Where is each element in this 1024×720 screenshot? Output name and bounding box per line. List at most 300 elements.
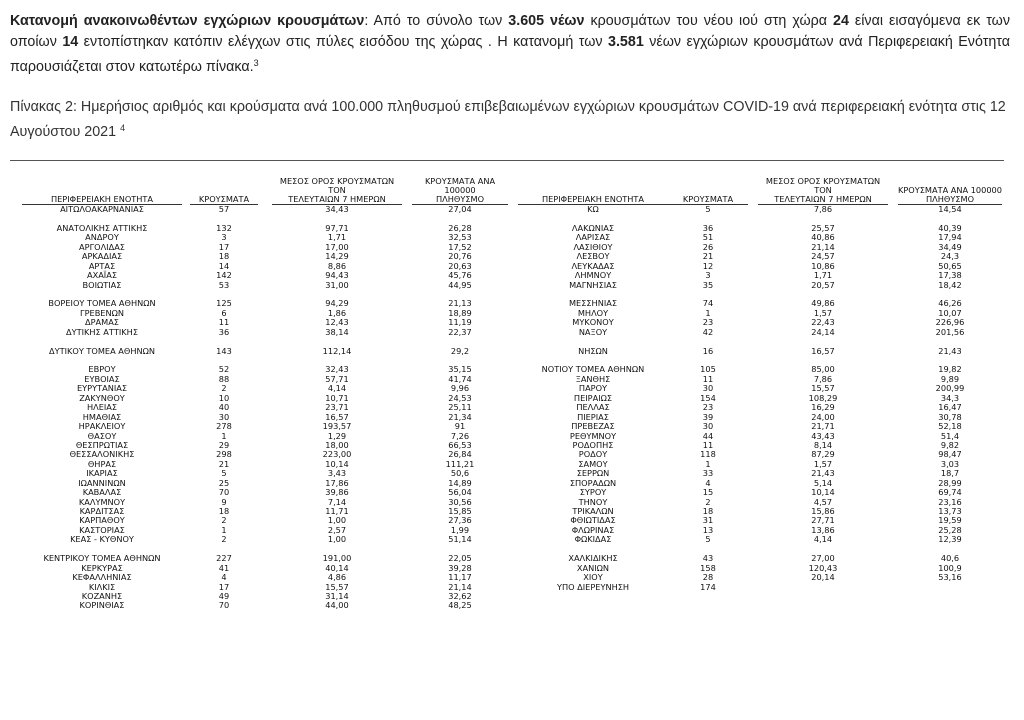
cell-region: ΛΑΡΙΣΑΣ	[575, 232, 611, 243]
cell-cases: 14	[218, 260, 230, 271]
cell-avg7: 2,57	[327, 524, 347, 535]
cell-cases: 88	[218, 373, 230, 384]
cell-cases: 227	[216, 553, 232, 564]
cell-per100k: 35,15	[448, 364, 472, 375]
cell-region: ΧΑΝΙΩΝ	[576, 562, 610, 573]
cell-cases: 36	[218, 326, 230, 337]
cell-avg7: 1,00	[327, 515, 347, 526]
cell-cases: 53	[218, 279, 230, 290]
cell-per100k: 11,19	[448, 317, 472, 328]
cell-cases: 2	[221, 515, 227, 526]
cell-per100k: 21,34	[448, 411, 472, 422]
cell-avg7: 10,14	[325, 458, 349, 469]
cell-per100k: 9,96	[450, 383, 470, 394]
cell-region: ΚΑΡΔΙΤΣΑΣ	[79, 506, 125, 516]
cell-per100k: 17,38	[938, 270, 962, 281]
table-row	[518, 535, 1004, 544]
cell-cases: 17	[218, 241, 230, 252]
left-table	[22, 176, 510, 611]
cell-avg7: 31,00	[325, 279, 349, 290]
cell-avg7: 21,71	[811, 421, 835, 432]
cell-cases: 31	[702, 515, 714, 526]
intro-text-5: νέων εγχώριων κρουσμάτων ανά Περιφερειακή Ενότητα παρουσιάζεται στον κατωτέρω πίνακα.	[10, 34, 1010, 75]
col-header-avg	[272, 177, 402, 205]
cell-avg7: 43,43	[811, 430, 835, 441]
cell-avg7: 4,57	[813, 496, 833, 507]
cell-avg7: 12,43	[325, 317, 349, 328]
col-header-avg	[758, 177, 888, 205]
table-row	[22, 281, 510, 290]
cell-per100k: 9,82	[940, 439, 960, 450]
cell-cases: 1	[221, 524, 227, 535]
cell-per100k: 111,21	[445, 458, 475, 469]
cell-avg7: 24,14	[811, 326, 835, 337]
cell-avg7: 16,29	[811, 402, 835, 413]
cell-region: ΠΡΕΒΕΖΑΣ	[571, 421, 615, 432]
cell-cases: 52	[218, 364, 230, 375]
cell-cases: 154	[700, 392, 716, 403]
cell-avg7: 49,86	[811, 298, 835, 309]
cell-region: ΝΑΞΟΥ	[578, 326, 608, 337]
cell-region: ΕΒΡΟΥ	[88, 364, 116, 375]
cell-cases: 23	[702, 317, 714, 328]
cell-avg7: 193,57	[322, 421, 352, 432]
cell-per100k: 32,53	[448, 232, 472, 243]
cell-cases: 49	[218, 590, 230, 601]
cell-per100k: 3,03	[940, 458, 960, 469]
cell-cases: 21	[218, 458, 230, 469]
cell-per100k: 50,6	[450, 468, 470, 479]
cell-avg7: 1,71	[327, 232, 347, 243]
cell-per100k: 20,76	[448, 251, 472, 262]
cell-cases: 13	[702, 524, 714, 535]
cell-avg7: 11,71	[325, 506, 349, 516]
table-row	[518, 205, 1004, 214]
cell-cases: 43	[702, 553, 714, 564]
cell-avg7: 4,86	[327, 572, 347, 583]
cell-region: ΝΗΣΩΝ	[578, 345, 608, 356]
cell-region: ΔΡΑΜΑΣ	[85, 317, 119, 328]
cell-region: ΣΕΡΡΩΝ	[576, 468, 610, 479]
col-header-cases: ΚΡΟΥΣΜΑΤΑ	[190, 195, 258, 205]
cell-avg7: 23,71	[325, 402, 349, 413]
cell-cases: 5	[221, 468, 227, 479]
cell-region: ΘΕΣΠΡΩΤΙΑΣ	[75, 439, 129, 450]
cell-cases: 23	[702, 402, 714, 413]
cell-cases: 298	[216, 449, 232, 460]
cell-region: ΚΑΒΑΛΑΣ	[82, 487, 122, 498]
intro-bold-3: 14	[62, 34, 79, 50]
cell-region: ΑΝΔΡΟΥ	[85, 232, 119, 243]
col-header-avg-line1: ΜΕΣΟΣ ΟΡΟΣ ΚΡΟΥΣΜΑΤΩΝ ΤΟΝ	[279, 176, 395, 195]
cell-per100k: 7,26	[450, 430, 470, 441]
col-header-avg-line1: ΜΕΣΟΣ ΟΡΟΣ ΚΡΟΥΣΜΑΤΩΝ ΤΟΝ	[765, 176, 881, 195]
cell-avg7: 40,14	[325, 562, 349, 573]
cell-per100k: 45,76	[448, 270, 472, 281]
cell-avg7: 1,29	[327, 430, 347, 441]
cell-region: ΚΕΡΚΥΡΑΣ	[81, 562, 123, 573]
cell-cases: 1	[705, 307, 711, 318]
cell-cases: 143	[216, 345, 232, 356]
cell-cases: 29	[218, 439, 230, 450]
cell-avg7: 15,86	[811, 506, 835, 516]
cell-region: ΒΟΡΕΙΟΥ ΤΟΜΕΑ ΑΘΗΝΩΝ	[48, 298, 156, 309]
cell-cases: 105	[700, 364, 716, 375]
cell-per100k: 53,16	[938, 572, 962, 583]
cell-region: ΑΧΑΪΑΣ	[87, 270, 117, 281]
cell-per100k: 16,47	[938, 402, 962, 413]
cell-per100k: 17,52	[448, 241, 472, 252]
cell-cases: 4	[221, 572, 227, 583]
cell-avg7: 223,00	[322, 449, 352, 460]
col-header-avg-line2: ΤΕΛΕΥΤΑΙΩΝ 7 ΗΜΕΡΩΝ	[774, 194, 872, 204]
cell-region: ΕΥΡΥΤΑΝΙΑΣ	[76, 383, 128, 394]
intro-lead: Κατανομή ανακοινωθέντων εγχώριων κρουσμάτων	[10, 13, 365, 29]
cell-region: ΠΕΛΛΑΣ	[576, 402, 610, 413]
cell-avg7: 17,86	[325, 477, 349, 488]
cell-per100k: 56,04	[448, 487, 472, 498]
cell-cases: 36	[702, 222, 714, 233]
intro-paragraph	[10, 11, 1010, 78]
cell-cases: 18	[218, 506, 230, 516]
section-divider	[10, 160, 1004, 161]
cell-per100k: 69,74	[938, 487, 962, 498]
cell-per100k: 25,28	[938, 524, 962, 535]
cell-cases: 57	[218, 204, 230, 214]
cell-avg7: 57,71	[325, 373, 349, 384]
cell-cases: 26	[702, 241, 714, 252]
cell-cases: 70	[218, 600, 230, 611]
cell-per100k: 11,17	[448, 572, 472, 583]
cell-avg7: 7,86	[813, 373, 833, 384]
cell-per100k: 24,53	[448, 392, 472, 403]
cell-region: ΛΑΣΙΘΙΟΥ	[573, 241, 613, 252]
cell-region: ΘΕΣΣΑΛΟΝΙΚΗΣ	[69, 449, 135, 460]
cell-cases: 2	[221, 383, 227, 394]
cell-cases: 1	[705, 458, 711, 469]
cell-region: ΚΟΖΑΝΗΣ	[81, 590, 123, 601]
cell-avg7: 20,57	[811, 279, 835, 290]
intro-footnote: 3	[253, 58, 259, 68]
cell-per100k: 15,85	[448, 506, 472, 516]
cell-avg7: 21,43	[811, 468, 835, 479]
cell-avg7: 1,57	[813, 307, 833, 318]
cell-region: ΗΜΑΘΙΑΣ	[82, 411, 122, 422]
cell-cases: 4	[705, 477, 711, 488]
left-table-body	[22, 205, 510, 611]
cell-cases: 10	[218, 392, 230, 403]
cell-per100k: 91	[454, 421, 466, 432]
cell-avg7: 39,86	[325, 487, 349, 498]
cell-region: ΣΑΜΟΥ	[578, 458, 608, 469]
cell-per100k: 201,56	[935, 326, 965, 337]
col-header-per100k-line1: ΚΡΟΥΣΜΑΤΑ ΑΝΑ 100000	[898, 185, 1002, 195]
cell-avg7: 4,14	[327, 383, 347, 394]
cell-region: ΚΑΡΠΑΘΟΥ	[79, 515, 125, 526]
cell-avg7: 108,29	[808, 392, 838, 403]
cell-per100k: 26,28	[448, 222, 472, 233]
col-header-per100k-line1: ΚΡΟΥΣΜΑΤΑ ΑΝΑ 100000	[424, 176, 496, 195]
cell-per100k: 1,99	[450, 524, 470, 535]
cell-per100k: 12,39	[938, 534, 962, 545]
cell-region: ΚΑΛΥΜΝΟΥ	[78, 496, 126, 507]
cell-cases: 33	[702, 468, 714, 479]
table-row	[22, 601, 510, 610]
cell-cases: 3	[221, 232, 227, 243]
cell-per100k: 27,36	[448, 515, 472, 526]
table-row	[22, 205, 510, 214]
cell-region: ΚΕΦΑΛΛΗΝΙΑΣ	[72, 572, 132, 583]
cell-region: ΛΕΣΒΟΥ	[576, 251, 610, 262]
cell-avg7: 1,00	[327, 534, 347, 545]
cell-avg7: 87,29	[811, 449, 835, 460]
cell-cases: 6	[221, 307, 227, 318]
table-row	[518, 328, 1004, 337]
cell-region: ΜΑΓΝΗΣΙΑΣ	[569, 279, 617, 290]
cell-per100k: 34,49	[938, 241, 962, 252]
col-header-avg-line2: ΤΕΛΕΥΤΑΙΩΝ 7 ΗΜΕΡΩΝ	[288, 194, 386, 204]
cell-avg7: 191,00	[322, 553, 352, 564]
cell-per100k: 20,63	[448, 260, 472, 271]
cell-cases: 3	[705, 270, 711, 281]
cell-per100k: 40,6	[940, 553, 960, 564]
table-row	[22, 535, 510, 544]
cell-per100k: 51,4	[940, 430, 960, 441]
cell-region: ΔΥΤΙΚΗΣ ΑΤΤΙΚΗΣ	[65, 326, 139, 337]
cell-avg7: 1,57	[813, 458, 833, 469]
cell-cases: 51	[702, 232, 714, 243]
cell-region: ΝΟΤΙΟΥ ΤΟΜΕΑ ΑΘΗΝΩΝ	[541, 364, 645, 375]
left-table-header	[22, 176, 510, 205]
cell-avg7: 10,86	[811, 260, 835, 271]
cell-per100k: 14,54	[938, 204, 962, 214]
cell-region: ΤΗΝΟΥ	[578, 496, 608, 507]
cell-cases: 25	[218, 477, 230, 488]
cell-per100k: 21,43	[938, 345, 962, 356]
col-header-cases: ΚΡΟΥΣΜΑΤΑ	[668, 195, 748, 205]
cell-cases: 35	[702, 279, 714, 290]
cell-avg7: 27,00	[811, 553, 835, 564]
cell-cases: 30	[218, 411, 230, 422]
cell-cases: 11	[702, 373, 714, 384]
cell-region: ΚΕΝΤΡΙΚΟΥ ΤΟΜΕΑ ΑΘΗΝΩΝ	[43, 553, 161, 564]
cell-region: ΡΟΔΟΥ	[578, 449, 608, 460]
cell-avg7: 13,86	[811, 524, 835, 535]
cell-avg7: 20,14	[811, 572, 835, 583]
cell-cases: 12	[702, 260, 714, 271]
cell-region: ΔΥΤΙΚΟΥ ΤΟΜΕΑ ΑΘΗΝΩΝ	[48, 345, 156, 356]
cell-cases: 21	[702, 251, 714, 262]
cell-region: ΕΥΒΟΙΑΣ	[84, 373, 120, 384]
cell-region: ΙΩΑΝΝΙΝΩΝ	[78, 477, 126, 488]
cell-per100k: 32,62	[448, 590, 472, 601]
cell-region: ΚΙΛΚΙΣ	[88, 581, 116, 592]
cell-region: ΚΩ	[587, 204, 599, 214]
cell-cases: 44	[702, 430, 714, 441]
cell-cases: 125	[216, 298, 232, 309]
cell-per100k: 46,26	[938, 298, 962, 309]
cell-cases: 2	[221, 534, 227, 545]
cell-per100k: 9,89	[940, 373, 960, 384]
cell-cases: 16	[702, 345, 714, 356]
cell-region: ΜΕΣΣΗΝΙΑΣ	[568, 298, 618, 309]
cell-per100k: 34,3	[940, 392, 960, 403]
cell-region: ΑΡΚΑΔΙΑΣ	[81, 251, 123, 262]
cell-region: ΞΑΝΘΗΣ	[575, 373, 611, 384]
cell-region: ΖΑΚΥΝΘΟΥ	[79, 392, 125, 403]
cell-region: ΠΑΡΟΥ	[578, 383, 608, 394]
cell-region: ΚΟΡΙΝΘΙΑΣ	[79, 600, 125, 611]
cell-region: ΣΥΡΟΥ	[579, 487, 607, 498]
cell-avg7: 38,14	[325, 326, 349, 337]
cell-cases: 142	[216, 270, 232, 281]
intro-bold-4: 3.581	[608, 34, 644, 50]
cell-region: ΠΕΙΡΑΙΩΣ	[573, 392, 613, 403]
cell-cases: 2	[705, 496, 711, 507]
cell-per100k: 22,37	[448, 326, 472, 337]
cell-per100k: 40,39	[938, 222, 962, 233]
cell-cases: 5	[705, 534, 711, 545]
cell-avg7: 7,14	[327, 496, 347, 507]
cell-avg7: 15,57	[325, 581, 349, 592]
cell-region: ΧΙΟΥ	[583, 572, 603, 583]
col-header-per100k	[898, 186, 1002, 205]
cell-region: ΑΡΤΑΣ	[88, 260, 116, 271]
cell-per100k: 21,14	[448, 581, 472, 592]
cell-avg7: 97,71	[325, 222, 349, 233]
cell-region: ΘΑΣΟΥ	[87, 430, 117, 441]
cell-avg7: 1,71	[813, 270, 833, 281]
cell-region: ΗΡΑΚΛΕΙΟΥ	[78, 421, 126, 432]
intro-text-3: είναι εισαγόμενα εκ των οποίων	[10, 13, 1010, 50]
cell-region: ΚΑΣΤΟΡΙΑΣ	[79, 524, 125, 535]
cell-avg7: 94,43	[325, 270, 349, 281]
cell-region: ΑΝΑΤΟΛΙΚΗΣ ΑΤΤΙΚΗΣ	[56, 222, 148, 233]
caption-footnote: 4	[120, 123, 126, 133]
cell-avg7: 32,43	[325, 364, 349, 375]
cell-region: ΗΛΕΙΑΣ	[86, 402, 118, 413]
cell-per100k: 13,73	[938, 506, 962, 516]
cell-region: ΠΙΕΡΙΑΣ	[577, 411, 609, 422]
cell-avg7: 44,00	[325, 600, 349, 611]
cell-per100k: 30,56	[448, 496, 472, 507]
cell-cases: 18	[218, 251, 230, 262]
intro-bold-1: 3.605 νέων	[508, 13, 585, 29]
cell-cases: 17	[218, 581, 230, 592]
cell-avg7: 16,57	[325, 411, 349, 422]
cell-per100k: 14,89	[448, 477, 472, 488]
table-row	[518, 347, 1004, 356]
cell-cases: 11	[702, 439, 714, 450]
cell-per100k: 19,59	[938, 515, 962, 526]
cell-avg7: 27,71	[811, 515, 835, 526]
cell-per100k: 21,13	[448, 298, 472, 309]
cell-region: ΦΩΚΙΔΑΣ	[574, 534, 612, 545]
cell-cases: 42	[702, 326, 714, 337]
cell-avg7: 120,43	[808, 562, 838, 573]
cell-per100k: 48,25	[448, 600, 472, 611]
cell-avg7: 16,57	[811, 345, 835, 356]
cell-cases: 1	[221, 430, 227, 441]
cell-cases: 41	[218, 562, 230, 573]
cell-avg7: 4,14	[813, 534, 833, 545]
cell-region: ΦΛΩΡΙΝΑΣ	[571, 524, 615, 535]
cell-cases: 132	[216, 222, 232, 233]
cell-per100k: 17,94	[938, 232, 962, 243]
cell-avg7: 34,43	[325, 204, 349, 214]
cell-cases: 118	[700, 449, 716, 460]
cell-avg7: 21,14	[811, 241, 835, 252]
cell-avg7: 10,14	[811, 487, 835, 498]
intro-bold-2: 24	[833, 13, 849, 29]
cell-region: ΛΗΜΝΟΥ	[574, 270, 612, 281]
cell-per100k: 22,05	[448, 553, 472, 564]
cell-avg7: 31,14	[325, 590, 349, 601]
col-header-region: ΠΕΡΙΦΕΡΕΙΑΚΗ ΕΝΟΤΗΤΑ	[22, 195, 182, 205]
cell-per100k: 18,89	[448, 307, 472, 318]
cell-region: ΘΗΡΑΣ	[87, 458, 117, 469]
cell-avg7: 1,86	[327, 307, 347, 318]
cell-region: ΦΘΙΩΤΙΔΑΣ	[570, 515, 616, 526]
cell-per100k: 41,74	[448, 373, 472, 384]
cell-per100k: 98,47	[938, 449, 962, 460]
cell-cases: 5	[705, 204, 711, 214]
cell-per100k: 27,04	[448, 204, 472, 214]
cell-per100k: 23,16	[938, 496, 962, 507]
cell-avg7: 15,57	[811, 383, 835, 394]
cell-avg7: 24,00	[811, 411, 835, 422]
cell-region: ΑΙΤΩΛΟΑΚΑΡΝΑΝΙΑΣ	[60, 204, 144, 214]
cell-cases: 11	[218, 317, 230, 328]
cell-avg7: 8,86	[327, 260, 347, 271]
cell-cases: 18	[702, 506, 714, 516]
cell-per100k: 10,07	[938, 307, 962, 318]
cell-avg7: 40,86	[811, 232, 835, 243]
col-header-region: ΠΕΡΙΦΕΡΕΙΑΚΗ ΕΝΟΤΗΤΑ	[518, 195, 668, 205]
cell-region: ΧΑΛΚΙΔΙΚΗΣ	[568, 553, 618, 564]
cell-avg7: 10,71	[325, 392, 349, 403]
cell-avg7: 25,57	[811, 222, 835, 233]
cell-avg7: 5,14	[813, 477, 833, 488]
cell-avg7: 94,29	[325, 298, 349, 309]
cell-region: ΜΥΚΟΝΟΥ	[572, 317, 614, 328]
cell-per100k: 30,78	[938, 411, 962, 422]
col-header-per100k-line2: ΠΛΗΘΥΣΜΟ	[435, 194, 485, 204]
cell-region: ΥΠΟ ΔΙΕΡΕΥΝΗΣΗ	[556, 581, 630, 592]
cell-per100k: 51,14	[448, 534, 472, 545]
cell-region: ΛΑΚΩΝΙΑΣ	[571, 222, 615, 233]
cell-cases: 30	[702, 383, 714, 394]
cell-avg7: 7,86	[813, 204, 833, 214]
col-header-per100k	[412, 177, 508, 205]
table-caption	[10, 97, 1010, 143]
table-row	[22, 347, 510, 356]
cell-cases: 174	[700, 581, 716, 592]
cell-region: ΤΡΙΚΑΛΩΝ	[572, 506, 614, 516]
cell-per100k: 18,42	[938, 279, 962, 290]
table-row	[518, 583, 1004, 592]
cell-region: ΛΕΥΚΑΔΑΣ	[571, 260, 615, 271]
cell-cases: 28	[702, 572, 714, 583]
cell-per100k: 18,7	[940, 468, 960, 479]
cell-per100k: 25,11	[448, 402, 472, 413]
col-header-per100k-line2: ΠΛΗΘΥΣΜΟ	[925, 194, 975, 204]
cell-per100k: 29,2	[450, 345, 470, 356]
cell-avg7: 17,00	[325, 241, 349, 252]
intro-text-2: κρουσμάτων του νέου ιού στη χώρα	[584, 13, 833, 29]
cell-per100k: 19,82	[938, 364, 962, 375]
cell-cases: 39	[702, 411, 714, 422]
